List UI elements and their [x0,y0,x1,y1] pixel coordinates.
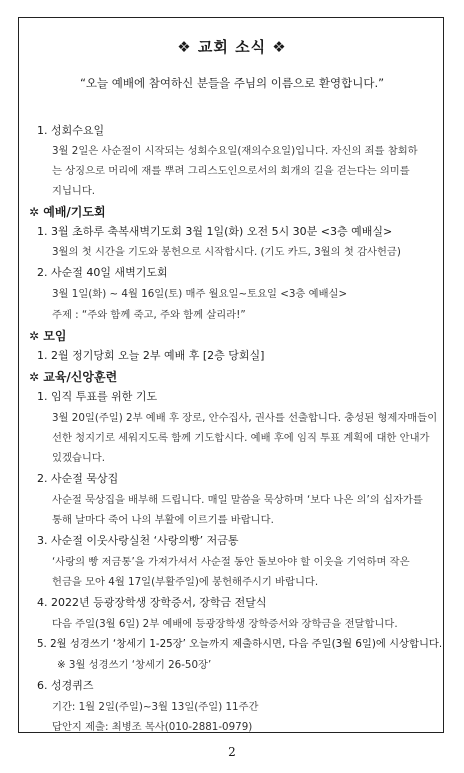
item-vote-prayer-line3: 있겠습니다. [52,452,106,464]
item-scholarship-heading: 4. 2022년 등광장학생 장학증서, 장학금 전달식 [37,596,267,609]
page-title: ❖ 교회 소식 ❖ [177,38,287,56]
item-meditation-line1: 사순절 묵상집을 배부해 드립니다. 매일 말씀을 묵상하며 ‘보다 나은 의’의 십자가를 [52,494,423,506]
section-education-heading: ✲ 교육/신앙훈련 [29,370,118,384]
welcome-message: “오늘 예배에 참여하신 분들을 주님의 이름으로 환영합니다.” [79,76,385,90]
item-vote-prayer-line2: 선한 청지기로 세워지도록 함께 기도합시다. 예배 후에 임직 투표 계획에 대한 안내가 [52,432,430,444]
item-lent-prayer-theme: 주제 : “주와 함께 죽고, 주와 함께 살리라!” [52,309,246,321]
item-first-day-prayer-heading: 1. 3월 초하루 축복새벽기도회 3월 1일(화) 오전 5시 30분 <3층 예배실> [37,225,393,238]
page-number: 2 [228,745,236,759]
item-meditation-line2: 통해 날마다 죽어 나의 부활에 이르기를 바랍니다. [52,514,274,526]
item-ash-wednesday-heading: 1. 성회수요일 [37,124,105,137]
item-bible-quiz-submit: 답안지 제출: 최병조 목사(010-2881-0979) [52,721,253,733]
item-ash-wednesday-line2: 는 상징으로 머리에 재를 뿌려 그리스도인으로서의 회개의 길을 걷는다는 의미를 [52,165,410,177]
item-session-meeting: 1. 2월 정기당회 오늘 2부 예배 후 [2층 당회실] [37,349,265,362]
item-ash-wednesday-line3: 지닙니다. [52,185,96,197]
item-vote-prayer-heading: 1. 임직 투표를 위한 기도 [37,390,158,403]
item-bread-bank-line1: ‘사랑의 빵 저금통’을 가져가셔서 사순절 동안 돌보아야 할 이웃을 기억하며 작은 [52,556,410,568]
item-bread-bank-heading: 3. 사순절 이웃사랑실천 ‘사랑의빵’ 저금통 [37,534,239,547]
item-bible-quiz-period: 기간: 1월 2일(주일)~3월 13일(주일) 11주간 [52,701,259,713]
item-first-day-prayer-body: 3월의 첫 시간을 기도와 봉헌으로 시작합시다. (기도 카드, 3월의 첫 감사헌금) [52,246,401,258]
item-bible-quiz-heading: 6. 성경퀴즈 [37,679,94,692]
bulletin-frame [18,17,444,733]
item-lent-prayer-schedule: 3월 1일(화) ~ 4월 16일(토) 매주 월요일~토요일 <3층 예배실> [52,288,348,300]
item-ash-wednesday-line1: 3월 2일은 사순절이 시작되는 성회수요일(재의수요일)입니다. 자신의 죄를 참회하 [52,145,418,157]
item-bread-bank-line2: 헌금을 모아 4월 17일(부활주일)에 봉헌해주시기 바랍니다. [52,576,319,588]
item-scholarship-line1: 다음 주일(3월 6일) 2부 예배에 등광장학생 장학증서와 장학금을 전달합니다. [52,618,398,630]
item-bible-writing-heading: 5. 2월 성경쓰기 ‘창세기 1-25장’ 오늘까지 제출하시면, 다음 주일(3월 6일)에 시상합니다. [37,638,443,650]
item-lent-prayer-heading: 2. 사순절 40일 새벽기도회 [37,266,168,279]
section-meeting-heading: ✲ 모임 [29,329,67,343]
item-meditation-heading: 2. 사순절 묵상집 [37,472,119,485]
section-worship-heading: ✲ 예배/기도회 [29,205,106,219]
item-vote-prayer-line1: 3월 20일(주일) 2부 예배 후 장로, 안수집사, 권사를 선출합니다. 충성된 형제자매들이 [52,412,438,424]
item-bible-writing-note: ※ 3월 성경쓰기 ‘창세기 26-50장’ [57,659,212,671]
